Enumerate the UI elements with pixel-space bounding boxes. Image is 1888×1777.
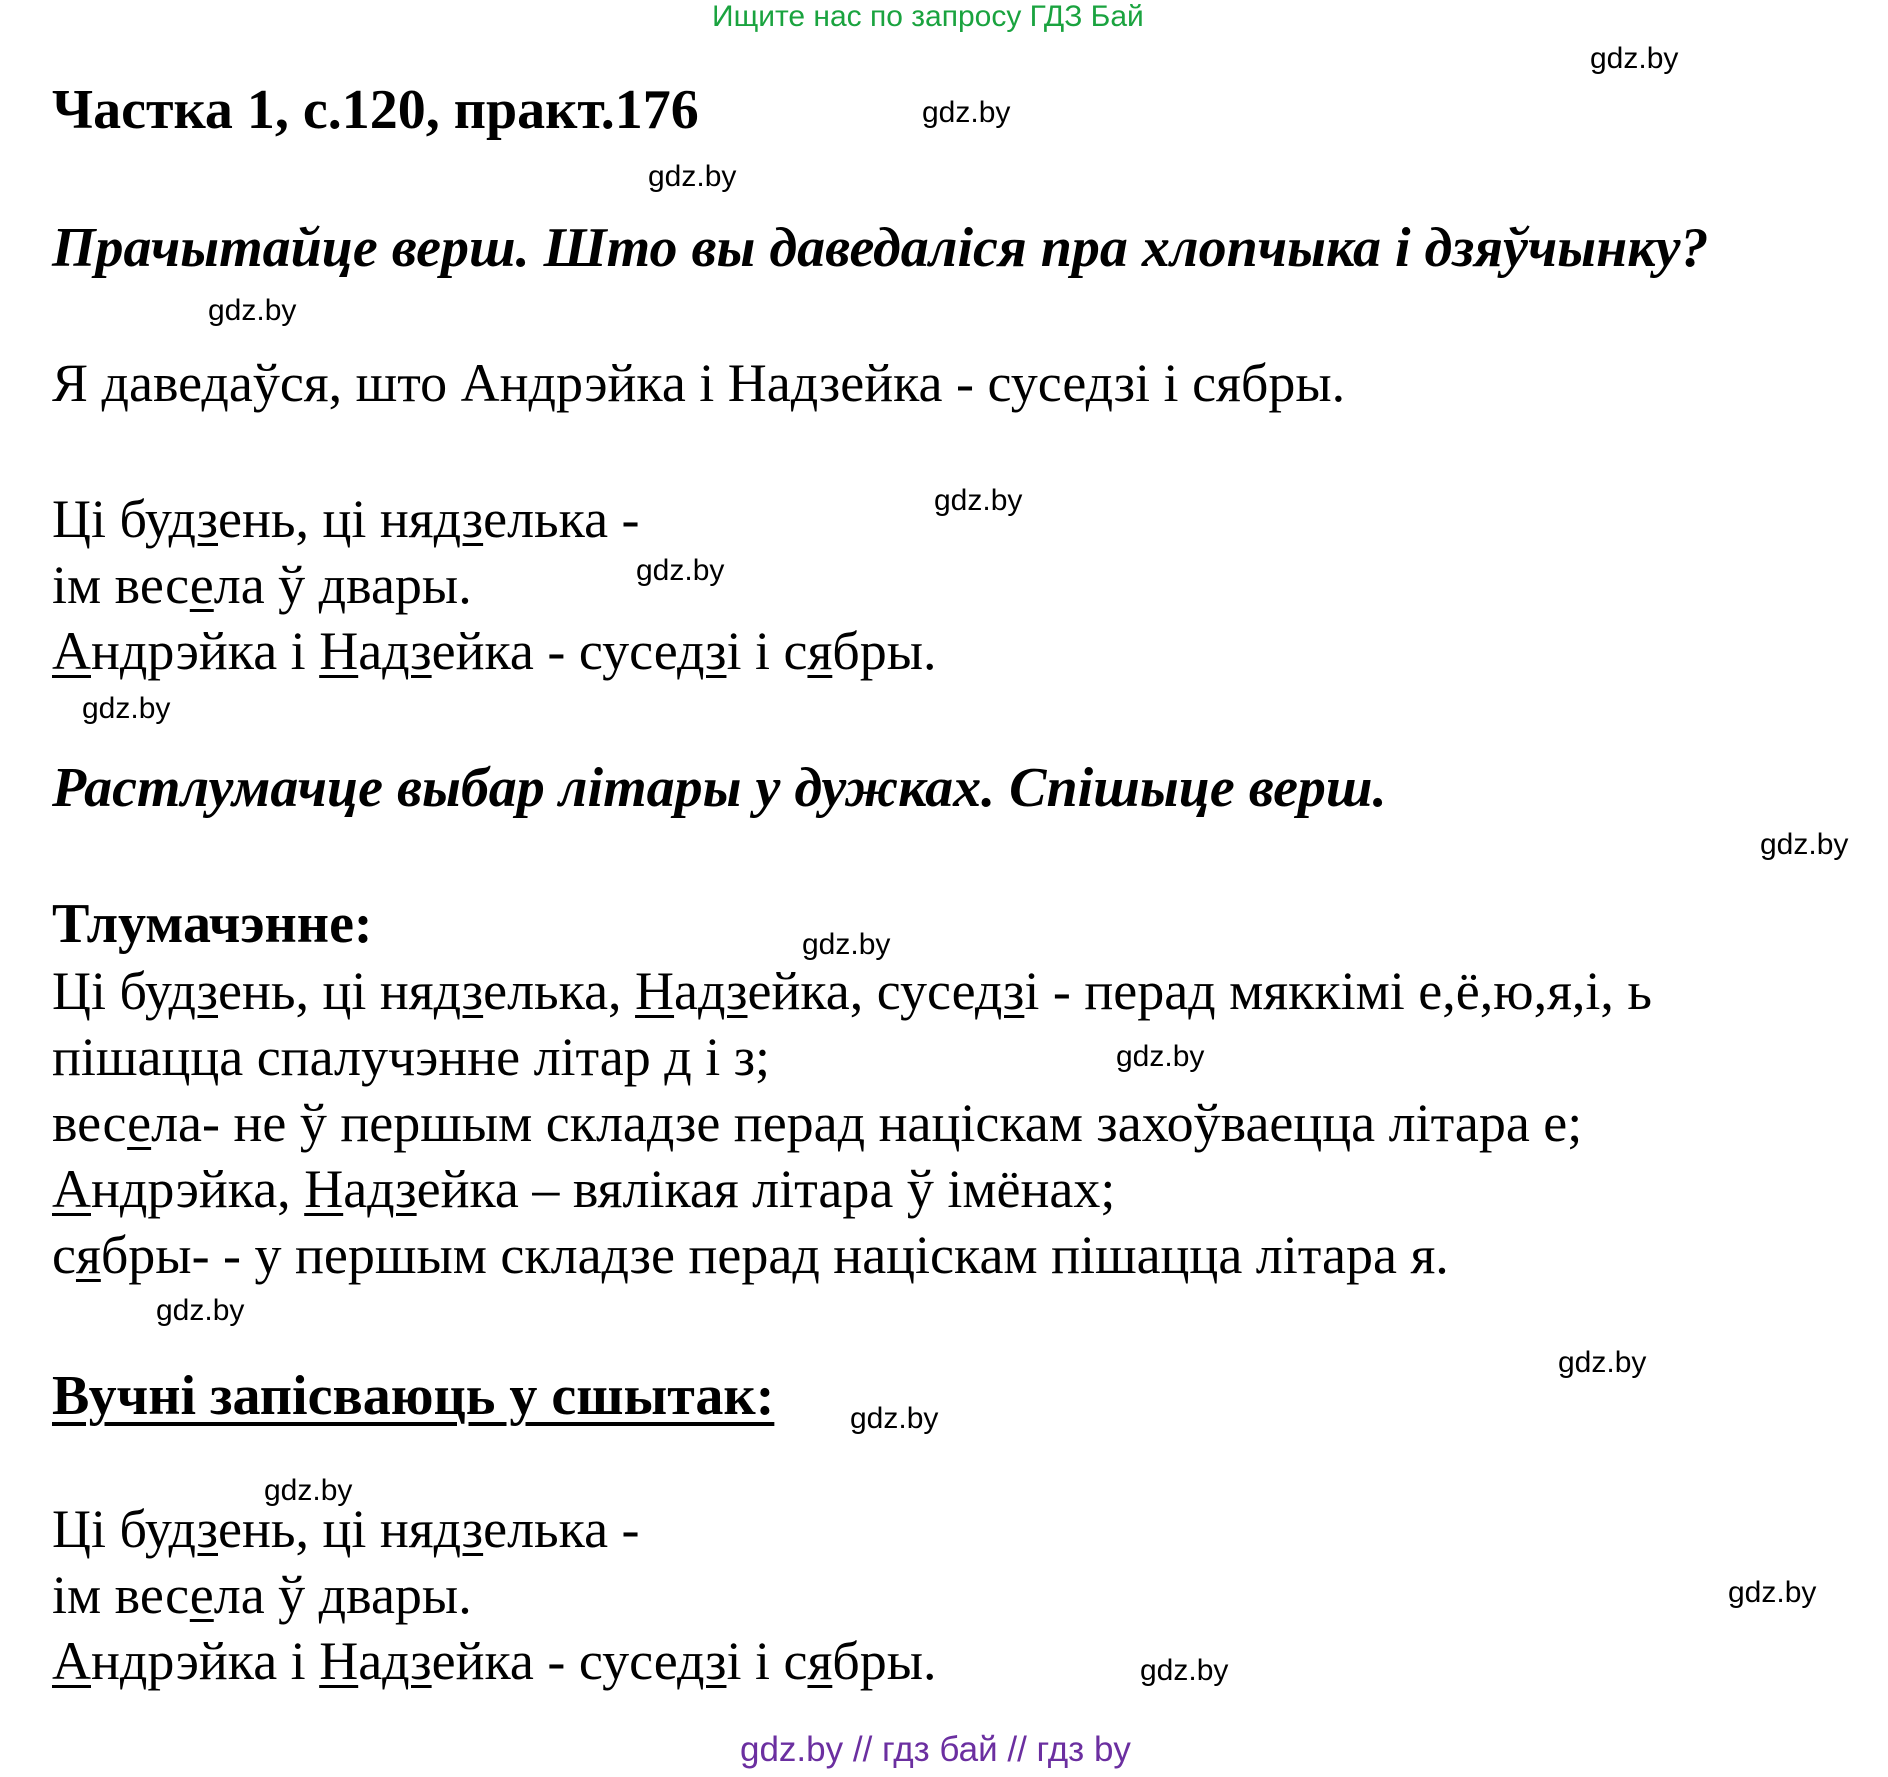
footer-links: gdz.by // гдз бай // гдз by [740,1730,1131,1769]
underlined-letters: дз [433,1499,484,1559]
text-segment: пішацца спалучэнне літар д і з; [52,1027,771,1087]
text-segment: бры. [832,1631,937,1691]
explanation-line [52,1090,1652,1156]
watermark: gdz.by [264,1474,353,1507]
underlined-letters: А [52,621,91,681]
text-segment: бры. [832,621,937,681]
text-segment: Ці бу [52,1499,169,1559]
text-segment: с [52,1225,76,1285]
watermark: gdz.by [1760,828,1849,861]
watermark: gdz.by [82,692,171,725]
poem-1 [52,486,937,684]
underlined-letters: Н [304,1159,344,1219]
search-banner: Ищите нас по запросу ГДЗ Бай [712,0,1144,33]
underlined-letters: дз [382,1631,432,1691]
text-segment: і і с [726,1631,808,1691]
underlined-letters: А [52,1631,91,1691]
underlined-letters: дз [367,1159,417,1219]
underlined-letters: я [75,1225,101,1285]
notebook-title: Вучні запісваюць у сшытак: [52,1365,775,1427]
underlined-letters: дз [382,621,432,681]
underlined-letters: дз [168,961,218,1021]
task-2-instruction: Растлумачце выбар літары у дужках. Спішыце верш. [52,757,1387,819]
text-segment: елька - [483,1499,640,1559]
underlined-letters: я [807,621,833,681]
task-1-instruction: Прачытайце верш. Што вы даведаліся пра хлопчыка і дзяўчынку? [52,217,1709,279]
underlined-letters: дз [168,1499,218,1559]
underlined-letters: дз [698,961,748,1021]
underlined-letters: дз [433,489,484,549]
poem-1-line [52,618,937,684]
watermark: gdz.by [636,554,725,587]
text-segment: Ці бу [52,961,169,1021]
text-segment: ла ў двары. [213,1565,472,1625]
text-segment: ейка – вялікая літара ў імёнах; [416,1159,1116,1219]
watermark: gdz.by [156,1294,245,1327]
text-segment: ень, ці ня [218,961,434,1021]
text-segment: ндрэйка, [91,1159,305,1219]
poem-2-line [52,1562,937,1628]
text-segment: вес [52,1093,128,1153]
text-segment: ень, ці ня [218,489,434,549]
explanation-line [52,1222,1652,1288]
text-segment: ндрэйка і [91,1631,320,1691]
underlined-letters: Н [635,961,675,1021]
watermark: gdz.by [648,160,737,193]
text-segment: ень, ці ня [218,1499,434,1559]
underlined-letters: дз [677,621,727,681]
answer-1: Я даведаўся, што Андрэйка і Надзейка - суседзі і сябры. [52,353,1346,413]
underlined-letters: дз [168,489,218,549]
text-segment: ейка - сусе [431,1631,677,1691]
watermark: gdz.by [1116,1040,1205,1073]
text-segment: елька, [483,961,636,1021]
text-segment: а [358,1631,383,1691]
text-segment: елька - [483,489,640,549]
text-segment: а [674,961,699,1021]
text-segment: і - перад мяккімі е,ё,ю,я,і, ь [1024,961,1653,1021]
text-segment: ла- не ў першым складзе перад націскам захоўваецца літара е; [151,1093,1583,1153]
explanation-text [52,958,1652,1288]
text-segment: ндрэйка і [91,621,320,681]
watermark: gdz.by [208,294,297,327]
text-segment: і і с [726,621,808,681]
underlined-letters: е [189,555,214,615]
poem-1-line [52,486,937,552]
poem-2 [52,1496,937,1694]
explanation-line [52,958,1652,1024]
watermark: gdz.by [922,96,1011,129]
text-segment: ім вес [52,1565,190,1625]
underlined-letters: е [127,1093,152,1153]
underlined-letters: Н [319,1631,359,1691]
explanation-title: Тлумачэнне: [52,893,373,955]
watermark: gdz.by [850,1402,939,1435]
explanation-line [52,1156,1652,1222]
text-segment: ейка, сусе [747,961,975,1021]
watermark: gdz.by [1140,1654,1229,1687]
text-segment: ла ў двары. [213,555,472,615]
underlined-letters: я [807,1631,833,1691]
poem-1-line [52,552,937,618]
underlined-letters: дз [677,1631,727,1691]
underlined-letters: дз [433,961,484,1021]
text-segment: ейка - сусе [431,621,677,681]
underlined-letters: А [52,1159,91,1219]
watermark: gdz.by [934,484,1023,517]
underlined-letters: е [189,1565,214,1625]
underlined-letters: дз [974,961,1025,1021]
underlined-letters: Н [319,621,359,681]
explanation-line [52,1024,1652,1090]
poem-2-line [52,1496,937,1562]
watermark: gdz.by [1590,42,1679,75]
poem-2-line [52,1628,937,1694]
text-segment: а [358,621,383,681]
page-title: Частка 1, с.120, практ.176 [52,79,699,141]
watermark: gdz.by [1728,1576,1817,1609]
watermark: gdz.by [802,928,891,961]
text-segment: Ці бу [52,489,169,549]
watermark: gdz.by [1558,1346,1647,1379]
text-segment: а [343,1159,368,1219]
text-segment: бры- - у першым складзе перад націскам пішацца літара я. [100,1225,1449,1285]
text-segment: ім вес [52,555,190,615]
